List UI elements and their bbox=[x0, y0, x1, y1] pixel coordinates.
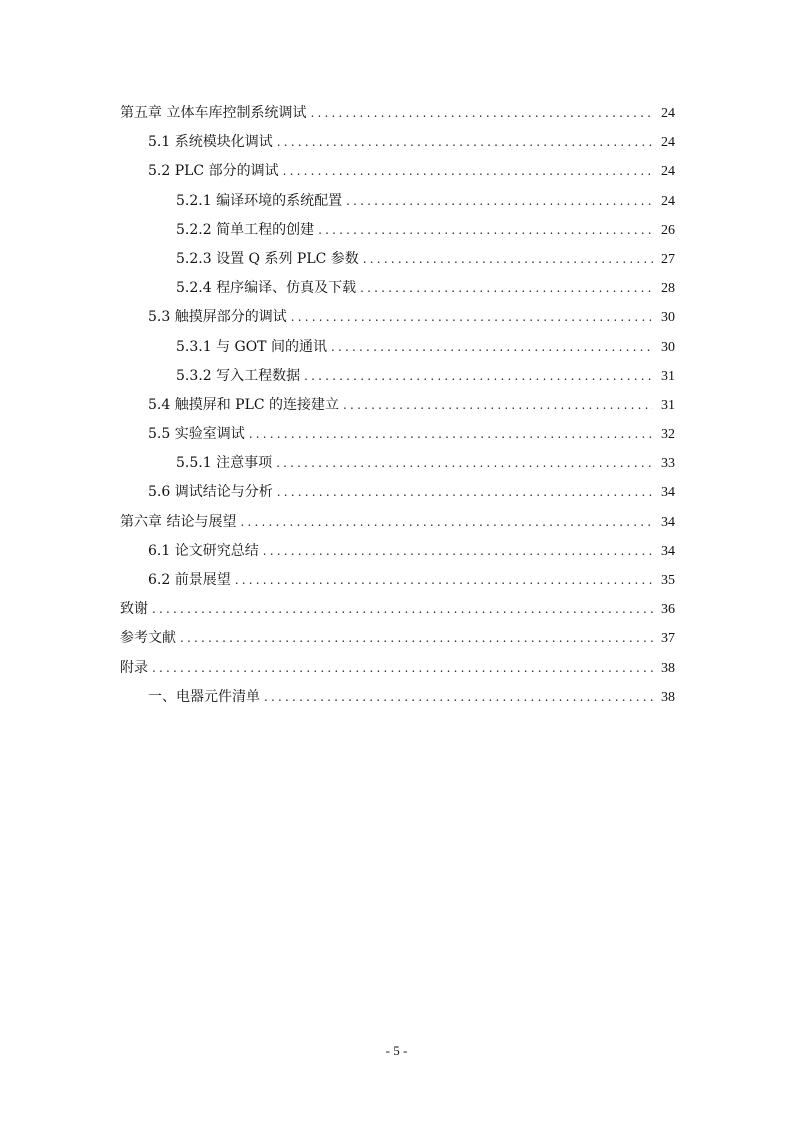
toc-entry-title: 5.2.2 简单工程的创建 bbox=[176, 221, 315, 238]
toc-entry-page: 38 bbox=[661, 660, 675, 676]
toc-entry-title: 第五章 立体车库控制系统调试 bbox=[120, 105, 307, 121]
toc-entry-title: 5.4 触摸屏和 PLC 的连接建立 bbox=[148, 396, 340, 413]
toc-entry-page: 24 bbox=[661, 164, 675, 180]
table-of-contents bbox=[120, 99, 675, 712]
toc-entry-page: 24 bbox=[661, 193, 675, 209]
toc-leader-dots bbox=[240, 508, 653, 537]
toc-entry-5-2[interactable] bbox=[120, 157, 675, 186]
toc-entry-page: 31 bbox=[661, 368, 675, 384]
toc-entry-5-5-1[interactable] bbox=[120, 449, 675, 478]
toc-entry-title: 5.3.2 写入工程数据 bbox=[176, 367, 301, 384]
toc-entry-page: 34 bbox=[661, 485, 675, 501]
toc-leader-dots bbox=[152, 654, 653, 683]
toc-leader-dots bbox=[346, 187, 653, 216]
toc-leader-dots bbox=[264, 683, 653, 712]
toc-entry-page: 33 bbox=[661, 456, 675, 472]
toc-entry-5-2-1[interactable] bbox=[120, 187, 675, 216]
toc-leader-dots bbox=[310, 99, 653, 128]
toc-entry-page: 30 bbox=[661, 339, 675, 355]
toc-leader-dots bbox=[331, 333, 653, 362]
toc-entry-5-3-1[interactable] bbox=[120, 333, 675, 362]
toc-entry-5-2-2[interactable] bbox=[120, 216, 675, 245]
toc-entry-page: 32 bbox=[661, 427, 675, 443]
toc-entry-5-2-3[interactable] bbox=[120, 245, 675, 274]
toc-leader-dots bbox=[277, 478, 653, 507]
toc-entry-title: 5.5.1 注意事项 bbox=[176, 455, 273, 472]
toc-leader-dots bbox=[276, 449, 653, 478]
toc-entry-page: 24 bbox=[661, 135, 675, 151]
toc-entry-page: 37 bbox=[661, 631, 675, 647]
toc-entry-title: 第六章 结论与展望 bbox=[120, 513, 237, 530]
toc-leader-dots bbox=[291, 303, 653, 332]
toc-entry-title: 5.2.3 设置 Q 系列 PLC 参数 bbox=[176, 250, 359, 267]
toc-entry-page: 34 bbox=[661, 543, 675, 559]
toc-entry-title: 附录 bbox=[120, 659, 148, 676]
toc-entry-5-1[interactable] bbox=[120, 128, 675, 157]
toc-entry-5-4[interactable] bbox=[120, 391, 675, 420]
toc-entry-title: 参考文献 bbox=[120, 630, 176, 647]
toc-entry-page: 27 bbox=[661, 251, 675, 267]
toc-entry-appendix[interactable] bbox=[120, 654, 675, 683]
toc-entry-page: 34 bbox=[661, 514, 675, 530]
toc-leader-dots bbox=[304, 362, 653, 391]
toc-leader-dots bbox=[235, 566, 653, 595]
toc-entry-page: 26 bbox=[661, 222, 675, 238]
toc-entry-title: 5.3 触摸屏部分的调试 bbox=[148, 309, 287, 326]
toc-entry-5-5[interactable] bbox=[120, 420, 675, 449]
toc-entry-title: 5.2 PLC 部分的调试 bbox=[148, 163, 279, 180]
toc-entry-title: 致谢 bbox=[120, 601, 148, 618]
toc-entry-references[interactable] bbox=[120, 624, 675, 653]
toc-leader-dots bbox=[180, 624, 653, 653]
toc-entry-title: 一、电器元件清单 bbox=[148, 688, 260, 705]
toc-leader-dots bbox=[343, 391, 653, 420]
toc-leader-dots bbox=[152, 595, 653, 624]
toc-entry-5-6[interactable] bbox=[120, 478, 675, 507]
toc-entry-title: 5.1 系统模块化调试 bbox=[148, 134, 273, 151]
toc-entry-page: 30 bbox=[661, 310, 675, 326]
toc-leader-dots bbox=[263, 537, 653, 566]
toc-entry-appendix-1[interactable] bbox=[120, 683, 675, 712]
toc-entry-page: 35 bbox=[661, 573, 675, 588]
toc-entry-title: 5.2.1 编译环境的系统配置 bbox=[176, 192, 343, 209]
toc-entry-page: 28 bbox=[661, 281, 675, 297]
toc-entry-page: 38 bbox=[661, 689, 675, 705]
toc-entry-chapter-6[interactable] bbox=[120, 508, 675, 537]
toc-entry-title: 5.2.4 程序编译、仿真及下载 bbox=[176, 280, 357, 297]
toc-entry-6-1[interactable] bbox=[120, 537, 675, 566]
toc-leader-dots bbox=[277, 128, 653, 157]
toc-entry-title: 5.5 实验室调试 bbox=[148, 426, 245, 443]
toc-entry-acknowledgements[interactable] bbox=[120, 595, 675, 624]
toc-entry-title: 5.6 调试结论与分析 bbox=[148, 484, 273, 501]
toc-entry-5-2-4[interactable] bbox=[120, 274, 675, 303]
toc-entry-chapter-5[interactable] bbox=[120, 99, 675, 128]
toc-leader-dots bbox=[363, 245, 653, 274]
toc-leader-dots bbox=[360, 274, 653, 303]
toc-entry-5-3[interactable] bbox=[120, 303, 675, 332]
toc-entry-page: 24 bbox=[661, 106, 675, 121]
toc-entry-title: 6.2 前景展望 bbox=[148, 572, 231, 588]
toc-entry-page: 36 bbox=[661, 602, 675, 618]
toc-leader-dots bbox=[249, 420, 653, 449]
toc-entry-title: 6.1 论文研究总结 bbox=[148, 542, 259, 559]
toc-entry-page: 31 bbox=[661, 397, 675, 413]
page-number: - 5 - bbox=[385, 1043, 408, 1058]
toc-entry-title: 5.3.1 与 GOT 间的通讯 bbox=[176, 338, 327, 355]
toc-entry-5-3-2[interactable] bbox=[120, 362, 675, 391]
toc-leader-dots bbox=[283, 157, 653, 186]
toc-entry-6-2[interactable] bbox=[120, 566, 675, 595]
toc-leader-dots bbox=[318, 216, 653, 245]
